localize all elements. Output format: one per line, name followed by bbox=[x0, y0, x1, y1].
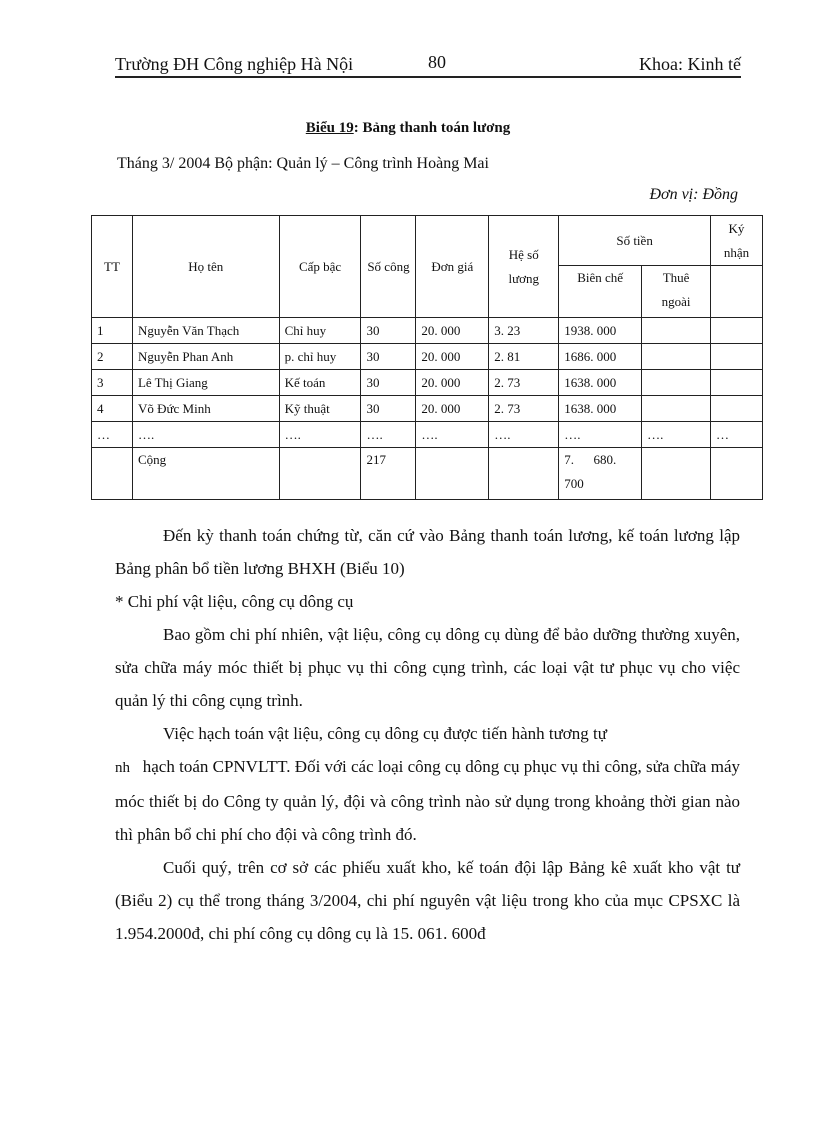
paragraph-4a: Việc hạch toán vật liệu, công cụ dông cụ được tiến hành tương tự bbox=[163, 724, 607, 743]
paragraph-4-nh: nh bbox=[115, 760, 130, 776]
table-row bbox=[92, 422, 763, 448]
table-row bbox=[92, 318, 763, 344]
total-bien-che-line1: 7. 680. bbox=[564, 452, 617, 467]
cell-bien-che: 1686. 000 bbox=[559, 344, 642, 370]
cell-ky-nhan bbox=[711, 318, 763, 344]
cell-so-cong: 30 bbox=[361, 318, 416, 344]
table-row bbox=[92, 370, 763, 396]
cell-ho-ten: Võ Đức Minh bbox=[132, 396, 279, 422]
paragraph-5: Cuối quý, trên cơ sở các phiếu xuất kho, kế toán đội lập Bảng kê xuất kho vật tư (Biểu 2) cụ thể trong tháng 3/2004, chi phí nguyên vật liệu trong kho của mục CPSXC là 1.954.2000đ, chi phí công cụ dông cụ là 15. 061. 600đ bbox=[115, 858, 740, 943]
paragraph-1: Đến kỳ thanh toán chứng từ, căn cứ vào Bảng thanh toán lương, kế toán lương lập Bảng phân bổ tiền lương BHXH (Biểu 10) bbox=[115, 526, 740, 578]
cell-he-so: 2. 73 bbox=[489, 396, 559, 422]
cell-bien-che: 1638. 000 bbox=[559, 396, 642, 422]
cell-don-gia: …. bbox=[416, 422, 489, 448]
cell-he-so: 2. 73 bbox=[489, 370, 559, 396]
paragraph-2: * Chi phí vật liệu, công cụ dông cụ bbox=[115, 592, 354, 611]
total-bien-che-line2: 700 bbox=[564, 476, 584, 491]
header-ho-ten: Họ tên bbox=[132, 216, 279, 318]
cell-tt: … bbox=[92, 422, 133, 448]
cell-so-cong: …. bbox=[361, 422, 416, 448]
cell-he-so: 2. 81 bbox=[489, 344, 559, 370]
cell-don-gia: 20. 000 bbox=[416, 370, 489, 396]
cell-thue-ngoai: …. bbox=[642, 422, 711, 448]
cell-he-so: 3. 23 bbox=[489, 318, 559, 344]
cell-tt: 2 bbox=[92, 344, 133, 370]
header-tt: TT bbox=[92, 216, 133, 318]
paragraph-4b: hạch toán CPNVLTT. Đối với các loại công cụ dông cụ phục vụ thi công, sửa chữa máy móc thiết bị do Công ty quản lý, đội và công trình nào sử dụng trong khoảng thời gian nào thì phân bổ chi phí cho đội và công trình đó. bbox=[115, 757, 740, 844]
header-don-gia: Đơn giá bbox=[416, 216, 489, 318]
cell-thue-ngoai bbox=[642, 396, 711, 422]
cell-tt: 3 bbox=[92, 370, 133, 396]
cell-so-cong: 30 bbox=[361, 344, 416, 370]
cell-tt: 4 bbox=[92, 396, 133, 422]
cell-he-so: …. bbox=[489, 422, 559, 448]
header-faculty: Khoa: Kinh tế bbox=[639, 54, 741, 74]
cell-don-gia: 20. 000 bbox=[416, 396, 489, 422]
total-so-cong: 217 bbox=[361, 448, 416, 500]
table-total-row bbox=[92, 448, 763, 500]
cell-ho-ten: Lê Thị Giang bbox=[132, 370, 279, 396]
cell-thue-ngoai bbox=[642, 318, 711, 344]
cell-bien-che: 1938. 000 bbox=[559, 318, 642, 344]
header-cap-bac: Cấp bậc bbox=[279, 216, 361, 318]
header-so-cong: Số công bbox=[361, 216, 416, 318]
total-bien-che bbox=[559, 448, 642, 500]
table-title bbox=[0, 120, 816, 137]
currency-unit: Đơn vị: Đồng bbox=[649, 186, 738, 203]
cell-ky-nhan: … bbox=[711, 422, 763, 448]
cell-bien-che: 1638. 000 bbox=[559, 370, 642, 396]
cell-so-cong: 30 bbox=[361, 396, 416, 422]
cell-cap-bac: …. bbox=[279, 422, 361, 448]
table-row bbox=[92, 344, 763, 370]
header-he-so: Hệ số lương bbox=[489, 216, 559, 318]
page-number: 80 bbox=[428, 52, 446, 72]
cell-thue-ngoai bbox=[642, 344, 711, 370]
cell-cap-bac: p. chỉ huy bbox=[279, 344, 361, 370]
cell-don-gia: 20. 000 bbox=[416, 344, 489, 370]
total-label: Cộng bbox=[132, 448, 279, 500]
cell-thue-ngoai bbox=[642, 370, 711, 396]
cell-tt: 1 bbox=[92, 318, 133, 344]
header-thue-ngoai: Thuê ngoài bbox=[642, 266, 711, 318]
paragraph-4 bbox=[115, 750, 740, 851]
header-bien-che: Biên chế bbox=[559, 266, 642, 318]
cell-ho-ten: …. bbox=[132, 422, 279, 448]
cell-cap-bac: Kỹ thuật bbox=[279, 396, 361, 422]
cell-ky-nhan bbox=[711, 344, 763, 370]
table-subtitle: Tháng 3/ 2004 Bộ phận: Quản lý – Công trình Hoàng Mai bbox=[117, 155, 489, 172]
cell-cap-bac: Kế toán bbox=[279, 370, 361, 396]
cell-don-gia: 20. 000 bbox=[416, 318, 489, 344]
table-title-text: : Bảng thanh toán lương bbox=[353, 120, 511, 136]
header-school: Trường ĐH Công nghiệp Hà Nội bbox=[115, 54, 354, 74]
paragraph-3: Bao gồm chi phí nhiên, vật liệu, công cụ dông cụ dùng để bảo dưỡng thường xuyên, sửa chữa máy móc thiết bị phục vụ thi công cụng trình, các loại vật tư phục vụ cho việc quản lý thi công cụng trình. bbox=[115, 625, 740, 710]
cell-ky-nhan bbox=[711, 396, 763, 422]
body-text bbox=[115, 519, 740, 950]
payroll-table bbox=[91, 215, 763, 500]
cell-bien-che: …. bbox=[559, 422, 642, 448]
cell-ho-ten: Nguyễn Phan Anh bbox=[132, 344, 279, 370]
table-title-label: Biểu 19 bbox=[305, 120, 354, 136]
cell-so-cong: 30 bbox=[361, 370, 416, 396]
table-row bbox=[92, 396, 763, 422]
cell-ho-ten: Nguyễn Văn Thạch bbox=[132, 318, 279, 344]
header-ky-nhan-blank bbox=[711, 266, 763, 318]
header-ky-nhan: Ký nhận bbox=[711, 216, 763, 266]
header-so-tien: Số tiền bbox=[559, 216, 711, 266]
cell-cap-bac: Chỉ huy bbox=[279, 318, 361, 344]
page-header bbox=[115, 52, 741, 78]
cell-ky-nhan bbox=[711, 370, 763, 396]
